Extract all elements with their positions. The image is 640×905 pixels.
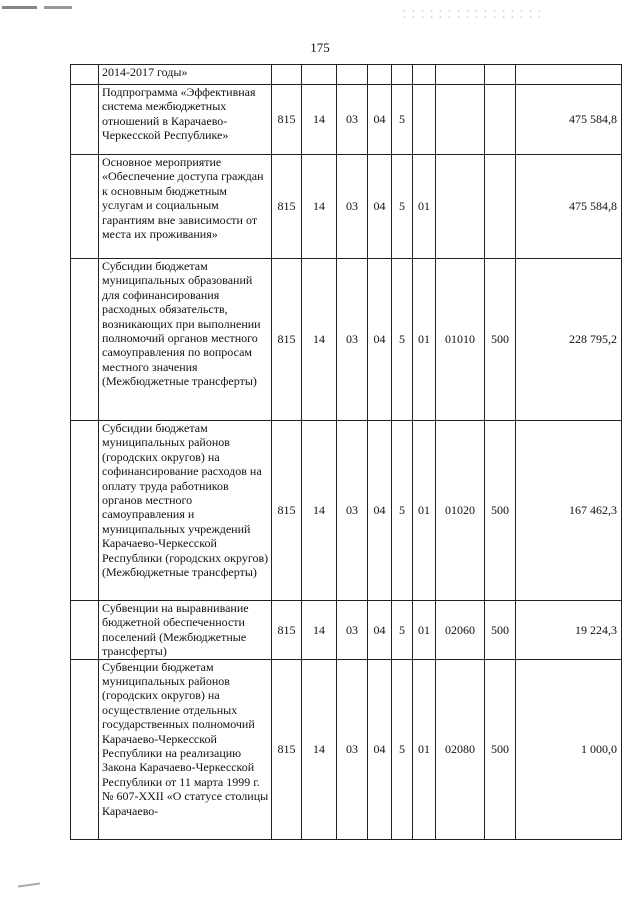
ministry-code-cell: 815 [272,259,302,421]
table-row [71,259,622,421]
table-row [71,85,622,155]
program-code-cell: 04 [368,421,392,601]
item-name-cell: Субсидии бюджетам муниципальных образований для софинансирования расходных обязательств, возникающих при выполнении полномочий органов местного самоуправления по вопросам местного значения (Межбюджетные трансферты) [99,259,272,421]
blank-cell [71,65,99,85]
scan-artifact-top-right [400,8,540,20]
amount-cell: 228 795,2 [516,259,622,421]
section-code-cell: 14 [302,659,337,839]
ministry-code-cell: 815 [272,421,302,601]
activity-code-cell: 01 [413,259,436,421]
blank-cell [71,659,99,839]
direction-code-cell [436,65,485,85]
expense-type-cell [485,155,516,259]
section-code-cell: 14 [302,421,337,601]
subsection-code-cell: 03 [337,659,368,839]
ministry-code-cell: 815 [272,85,302,155]
subprogram-code-cell: 5 [392,421,413,601]
amount-cell: 1 000,0 [516,659,622,839]
table-body [71,65,622,840]
blank-cell [71,421,99,601]
subprogram-code-cell [392,65,413,85]
budget-table [70,64,622,840]
program-code-cell: 04 [368,601,392,660]
amount-cell: 475 584,8 [516,155,622,259]
expense-type-cell: 500 [485,659,516,839]
table-row [71,421,622,601]
direction-code-cell: 01010 [436,259,485,421]
activity-code-cell: 01 [413,155,436,259]
program-code-cell: 04 [368,155,392,259]
scan-artifact-bottom-left [18,882,40,887]
amount-cell: 475 584,8 [516,85,622,155]
activity-code-cell: 01 [413,659,436,839]
item-name-cell: Субвенции на выравнивание бюджетной обеспеченности поселений (Межбюджетные трансферты) [99,601,272,660]
program-code-cell [368,65,392,85]
subprogram-code-cell: 5 [392,155,413,259]
blank-cell [71,259,99,421]
direction-code-cell [436,155,485,259]
expense-type-cell [485,85,516,155]
program-code-cell: 04 [368,259,392,421]
subprogram-code-cell: 5 [392,601,413,660]
subsection-code-cell: 03 [337,155,368,259]
subsection-code-cell [337,65,368,85]
subprogram-code-cell: 5 [392,85,413,155]
table-row [71,155,622,259]
blank-cell [71,85,99,155]
section-code-cell: 14 [302,259,337,421]
amount-cell: 167 462,3 [516,421,622,601]
direction-code-cell: 01020 [436,421,485,601]
blank-cell [71,155,99,259]
ministry-code-cell: 815 [272,601,302,660]
item-name-cell: Субвенции бюджетам муниципальных районов (городских округов) на осуществление отдельных государственных полномочий Карачаево-Черкесской Республики на реализацию Закона Карачаево-Черкесской Республики от 11 марта 1999 г. № 607-XXII «О статусе столицы Карачаево- [99,659,272,839]
program-code-cell: 04 [368,659,392,839]
expense-type-cell: 500 [485,259,516,421]
amount-cell: 19 224,3 [516,601,622,660]
item-name-cell: Субсидии бюджетам муниципальных районов (городских округов) на софинансирование расходов на оплату труда работников органов местного самоуправления и муниципальных учреждений Карачаево-Черкесской Республики (городских округов) (Межбюджетные трансферты) [99,421,272,601]
scan-artifact-top-left [2,6,72,9]
section-code-cell: 14 [302,155,337,259]
activity-code-cell [413,85,436,155]
subprogram-code-cell: 5 [392,659,413,839]
amount-cell [516,65,622,85]
section-code-cell: 14 [302,85,337,155]
table-row [71,65,622,85]
activity-code-cell [413,65,436,85]
ministry-code-cell [272,65,302,85]
subsection-code-cell: 03 [337,421,368,601]
page-number: 175 [310,40,330,55]
subsection-code-cell: 03 [337,85,368,155]
expense-type-cell: 500 [485,421,516,601]
ministry-code-cell: 815 [272,155,302,259]
item-name-cell: Подпрограмма «Эффективная система межбюджетных отношений в Карачаево-Черкесской Республике» [99,85,272,155]
item-name-cell: Основное мероприятие «Обеспечение доступа граждан к основным бюджетным услугам и социальным гарантиям вне зависимости от места их проживания» [99,155,272,259]
activity-code-cell: 01 [413,601,436,660]
subsection-code-cell: 03 [337,259,368,421]
direction-code-cell: 02060 [436,601,485,660]
subsection-code-cell: 03 [337,601,368,660]
direction-code-cell: 02080 [436,659,485,839]
expense-type-cell: 500 [485,601,516,660]
table-row [71,601,622,660]
section-code-cell: 14 [302,601,337,660]
table-row [71,659,622,839]
ministry-code-cell: 815 [272,659,302,839]
expense-type-cell [485,65,516,85]
subprogram-code-cell: 5 [392,259,413,421]
program-code-cell: 04 [368,85,392,155]
item-name-cell: 2014-2017 годы» [99,65,272,85]
direction-code-cell [436,85,485,155]
section-code-cell [302,65,337,85]
activity-code-cell: 01 [413,421,436,601]
blank-cell [71,601,99,660]
